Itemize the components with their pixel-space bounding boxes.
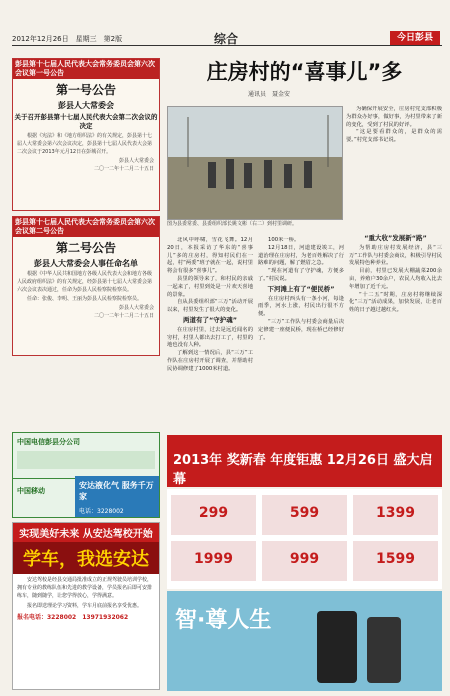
announcement-one-heading: 第一号公告 (55, 83, 116, 97)
telecom-ad-title: 中国电信彭县分公司 (17, 438, 80, 446)
product-tile (171, 541, 256, 581)
announcement-one-sign: 彭县人大常委会 (118, 158, 154, 164)
article-title: 庄房村的“喜事儿”多 (206, 60, 403, 84)
phone-image (317, 611, 357, 683)
photo-caption: 图为县委常委、县委组织部长姚文彬（右二）到村里调研。 (167, 221, 298, 227)
announcement-one-date: 二〇一二年十二月二十五日 (93, 166, 154, 172)
issue-date: 2012年12月26日 星期三 第2版 (12, 35, 123, 43)
page-header (12, 30, 442, 46)
announcement-two-org: 彭县人大常委会人事任命名单 (34, 259, 138, 268)
product-tile (353, 541, 438, 581)
driving-school-ad (12, 522, 160, 690)
phone-ad (167, 591, 442, 691)
newspaper-logo: 今日彭县 (390, 31, 440, 45)
section-title: 综合 (214, 32, 239, 46)
product-tile (262, 495, 347, 535)
article-paragraph: 在庄房村西头有一条小河，每逢雨季，河水上涨，村民出行很不方便。 (258, 295, 344, 318)
driving-school-body2: 报名即送理论学习资料，学车月底前报名享受优惠。 (27, 603, 143, 609)
article-paragraph: 了解到这一情况后，县“三万”工作队在庄房村开展了调查，并帮助村民协调修建了1000米村道。 (167, 350, 253, 372)
product-price: 1599 (376, 551, 415, 567)
left-ads (12, 432, 160, 518)
article-paragraph: 为帮助庄房村发展经济，县“三万”工作队与村委会商议，积极引导村民发展特色种养业。 (349, 244, 442, 267)
announcement-one-title: 彭县第十七届人民代表大会常务委员会第六次会议第一号公告 (13, 59, 159, 79)
promotion-banner-text: 2013年 奖新春 年度钜惠 12月26日 盛大启幕 (173, 453, 433, 487)
phone-image (367, 617, 401, 683)
article-paragraph: 在庄房村里，过去是远近闻名的穷村，村里人都出去打工了，村里的地也没有人种。 (167, 326, 253, 349)
product-price: 999 (289, 551, 320, 567)
announcement-one-org: 彭县人大常委会 (58, 101, 114, 110)
telecom-ad-banner (17, 451, 155, 469)
product-tile (353, 495, 438, 535)
product-price: 1999 (194, 551, 233, 567)
telecom-ad (13, 437, 159, 479)
announcement-two-sign: 彭县人大常委会 (118, 305, 154, 311)
driving-school-tel: 报名电话：3228002 13971932062 (17, 614, 129, 621)
product-price: 299 (198, 505, 229, 521)
article-subheading: 下河滩上有了“便民桥” (267, 284, 335, 293)
announcement-two-date: 二〇一二年十二月二十五日 (93, 313, 154, 319)
article-column-2 (258, 237, 344, 433)
article-paragraph: “现在河道有了守护魂，方便多了。”村民说。 (258, 268, 344, 282)
article-column-1 (167, 237, 253, 433)
announcement-two (12, 216, 160, 356)
article-paragraph: 目前，村里已发展大棚蔬菜200余亩，养殖户30余户，农民人均收入比去年增加了近千元。 (349, 268, 442, 290)
retail-promotion-ad (167, 435, 442, 691)
article-paragraph: 北风中呼啸，雪花飞舞。12月20日，本报采访了华东的“喜事儿”多的庄房村，得知村民们在一起，村“两委”班子就在一起，说村里将会有很多“喜事儿”。 (167, 237, 253, 275)
driving-school-body: 安达驾校是经县交通局批准成立的正规驾驶员培训学校，拥有专业的教练队伍和先进的教学设备，学员报名后即可安排练车，随到随学，让您学得放心，学得满意。 (17, 577, 153, 599)
article-paragraph: 县里的领导来了，和村民的亲戚一起来了，村里到处是一片欢天喜地的景象。 (167, 275, 253, 298)
announcement-one (12, 58, 160, 211)
announcement-one-subtitle: 关于召开彭县第十七届人民代表大会第二次会议的决定 (14, 113, 158, 130)
article-paragraph: 12月18日，河道建设竣工，河道治理在庄房村，为老百姓解决了行路难的问题，解了燃眉之急。 (258, 244, 344, 267)
article-paragraph: “这是要看群众的，是群众的需要。”村党支部书记说。 (346, 129, 442, 144)
announcement-two-title: 彭县第十七届人民代表大会常务委员会第六次会议第二号公告 (13, 217, 159, 237)
mobile-ad-title: 中国移动 (17, 487, 45, 495)
field-scene-image (168, 107, 343, 220)
mobile-ad (13, 476, 73, 518)
driving-school-head: 实现美好未来 从安达驾校开始 (13, 523, 159, 542)
article-paragraph: 自从县委组织部“三万”活动开展以来，村里发生了很大的变化。 (167, 299, 253, 314)
article-paragraph: 为确保开展安全，庄房村党支部积极为群众办好事，做好事，为村里带来了新的变化，受到了村民的好评。 (346, 106, 442, 128)
product-tile (262, 541, 347, 581)
article-subheading: 两道有了“守护魂” (182, 315, 238, 324)
announcement-two-body: 根据《中华人民共和国地方各级人民代表大会和地方各级人民政府组织法》的有关规定，经彭县第十七届人大常委会第六次会议表决通过，任命为彭县人民检察院检察员。 (17, 271, 153, 293)
product-price: 599 (289, 505, 320, 521)
gas-ad (75, 476, 160, 518)
phone-ad-slogan: 智·尊人生 (175, 608, 272, 633)
article-column-top-right (346, 106, 442, 230)
promotion-banner (167, 435, 442, 487)
article-paragraph: “三万”工作队与村委会商量后决定修建一座便民桥，现在桥已经修好了。 (258, 318, 344, 341)
announcement-one-body: 根据《宪法》和《地方组织法》的有关规定，彭县第十七届人大常委会第六次会议决定，彭县第十七届人民代表大会第二次会议于2013年元月12日在彭城召开。 (17, 133, 153, 155)
product-tile (171, 495, 256, 535)
article-byline: 通讯员 聂金安 (248, 91, 291, 98)
promotion-products (167, 489, 442, 589)
article-paragraph: 100米一桥。 (268, 237, 300, 243)
gas-ad-title: 安达液化气 服务千万家 (79, 481, 154, 501)
article-subheading: “重大收”发展新“路” (364, 234, 427, 242)
gas-ad-tel: 电话：3228002 (79, 508, 124, 515)
announcement-two-body2: 任命：张俊、李明、王丽为彭县人民检察院检察员。 (27, 296, 143, 302)
product-price: 1399 (376, 505, 415, 521)
driving-school-slogan: 学车，我选安达 (13, 542, 159, 574)
article-column-3 (349, 233, 442, 433)
article-photo (167, 106, 343, 220)
article-paragraph: “十二五”时期，庄房村将继续深化“三万”活动成果，加快发展，让老百姓的日子越过越红火。 (349, 291, 442, 314)
announcement-two-heading: 第二号公告 (55, 241, 116, 255)
